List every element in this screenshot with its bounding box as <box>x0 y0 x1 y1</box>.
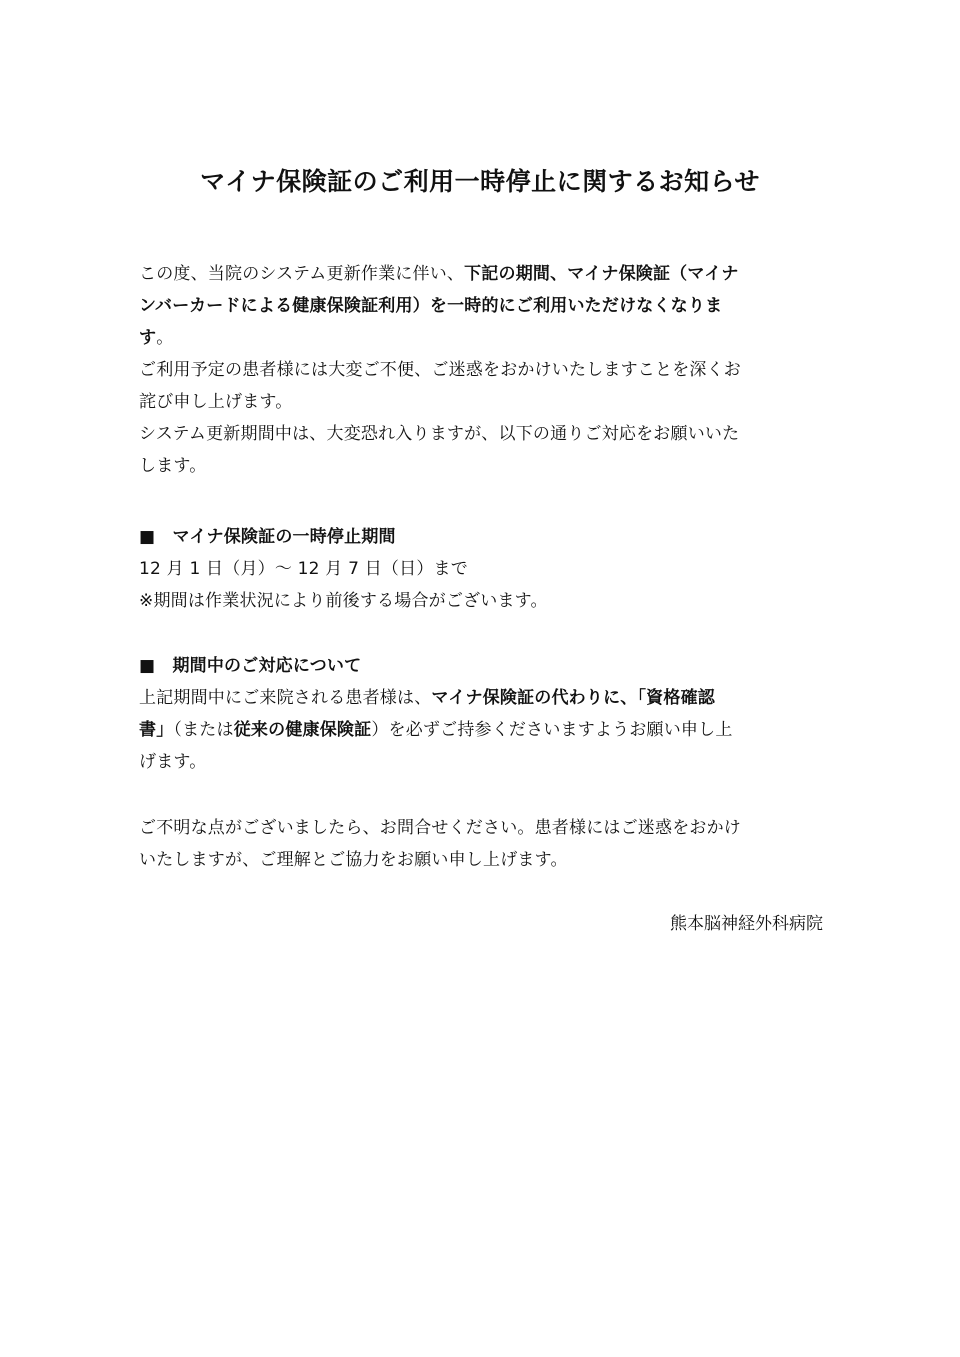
response-line-1 <box>139 682 823 714</box>
section-heading-period: ■ マイナ保険証の一時停止期間 <box>139 527 396 547</box>
closing-line-1: ご不明な点がございましたら、お問合せください。患者様にはご迷惑をおかけ <box>139 818 741 838</box>
intro-emphasis: 下記の期間、マイナ保険証（マイナ <box>464 264 739 284</box>
response-emphasis: 書」 <box>139 720 174 740</box>
response-emphasis: マイナ保険証の代わりに、「資格確認 <box>431 688 715 708</box>
intro-emphasis: す <box>139 328 157 348</box>
period-dates: 12 月 1 日（月）～ 12 月 7 日（日）まで <box>139 559 468 579</box>
page-title: マイナ保険証のご利用一時停止に関するお知らせ <box>200 167 760 196</box>
period-note: ※期間は作業状況により前後する場合がございます。 <box>139 591 548 611</box>
request-line-1: システム更新期間中は、大変恐れ入りますが、以下の通りご対応をお願いいた <box>139 424 740 444</box>
intro-line-3 <box>139 322 823 354</box>
intro-paragraph <box>139 258 823 482</box>
response-emphasis: 従来の健康保険証 <box>233 720 372 740</box>
intro-line-2 <box>139 290 823 322</box>
closing-paragraph <box>139 812 823 876</box>
apology-line-1: ご利用予定の患者様には大変ご不便、ご迷惑をおかけいたしますことを深くお <box>139 360 741 380</box>
response-section <box>139 650 823 778</box>
response-line-2 <box>139 714 823 746</box>
response-text: ）を必ずご持参くださいますようお願い申し上 <box>371 720 733 740</box>
response-text: 上記期間中にご来院される患者様は、 <box>139 688 432 708</box>
intro-text: 。 <box>156 328 174 348</box>
hospital-signature: 熊本脳神経外科病院 <box>670 914 823 934</box>
response-text: （または <box>173 720 234 740</box>
apology-line-2: 詫び申し上げます。 <box>139 392 293 412</box>
response-line-3: げます。 <box>139 752 207 772</box>
suspension-period-section <box>139 521 823 617</box>
request-line-2: します。 <box>139 456 207 476</box>
closing-line-2: いたしますが、ご理解とご協力をお願い申し上げます。 <box>139 850 568 870</box>
intro-line-1 <box>139 258 823 290</box>
intro-text: この度、当院のシステム更新作業に伴い、 <box>139 264 465 284</box>
section-heading-response: ■ 期間中のご対応について <box>139 656 362 676</box>
intro-emphasis: ンバーカードによる健康保険証利用）を一時的にご利用いただけなくなりま <box>139 296 723 316</box>
